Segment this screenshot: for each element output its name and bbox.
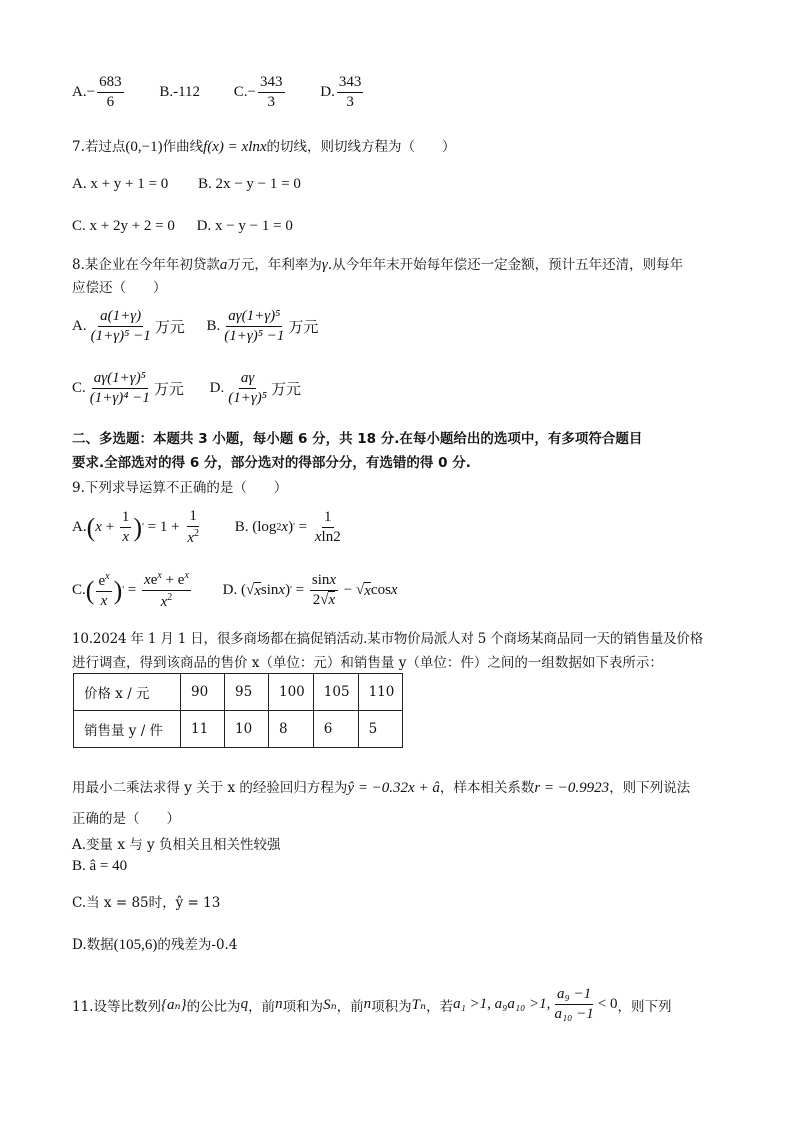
q10-stem-line3: 用最小二乘法求得 y 关于 x 的经验回归方程为ŷ = −0.32x + â，样本相关系数r = −0.9923，则下列说法 xyxy=(72,780,691,796)
q8-option-c[interactable]: C. $\frac{\text{aγ(1+γ)⁵}}{\text{(1+γ)⁴ −1}}$ 万元 xyxy=(72,370,184,407)
table-cell: 90 xyxy=(181,674,225,711)
q10-option-d[interactable]: D.数据(105,6)的残差为-0.4 xyxy=(72,937,238,953)
q6-options xyxy=(72,74,365,112)
table-row-price xyxy=(74,674,403,711)
table-cell: 10 xyxy=(225,711,269,748)
q10-option-a[interactable]: A.变量 x 与 y 负相关且相关性较强 xyxy=(72,837,281,853)
q10-stem-line1: 10.2024 年 1 月 1 日，很多商场都在搞促销活动.某市物价局派人对 5 个商场某商品同一天的销售量及价格 xyxy=(72,631,704,647)
q8-stem-line2: 应偿还（ ） xyxy=(72,280,167,296)
table-cell: 95 xyxy=(225,674,269,711)
table-cell: 6 xyxy=(313,711,358,748)
q8-options-row2 xyxy=(72,370,301,408)
table-cell: 100 xyxy=(269,674,314,711)
q6-c-fraction: $\frac{343}{3}$ xyxy=(260,74,283,111)
section2-heading-line1: 二、多选题：本题共 3 小题，每小题 6 分，共 18 分.在每小题给出的选项中，有多项符合题目 xyxy=(72,431,643,447)
q8-a-fraction: $\frac{a(1+\gamma)}{\text{(1+γ)⁵ −1}}$ xyxy=(90,308,151,345)
table-header-price: 价格 x / 元 xyxy=(74,674,181,711)
q8-option-a[interactable]: A. $\frac{a(1+\gamma)}{\text{(1+γ)⁵ −1}}$ 万元 xyxy=(72,308,185,345)
q9-option-b[interactable]: B. (log 2 x ) ' = $\frac{1}{xln2}$ xyxy=(234,509,341,546)
q8-b-fraction: $\frac{\text{aγ(1+γ)⁵}}{\text{(1+γ)⁵ −1}}$ xyxy=(224,308,285,345)
q9-option-d[interactable]: D. (√ x sin x ) ' = $\frac{\sin x}{2√x}$ − √ x cos x xyxy=(222,572,398,609)
q6-option-d[interactable]: D. $\frac{343}{3}$ xyxy=(320,74,362,111)
q7-option-b[interactable]: B. 2x − y − 1 = 0 xyxy=(197,176,301,192)
q6-option-b[interactable]: B.-112 xyxy=(159,84,201,101)
table-cell: 11 xyxy=(181,711,225,748)
q10-stem-line2: 进行调查，得到该商品的售价 x（单位：元）和销售量 y（单位：件）之间的一组数据如下表所示： xyxy=(72,655,663,671)
q9-stem: 9.下列求导运算不正确的是（ ） xyxy=(72,480,288,496)
q11-stem: 11.设等比数列 {aₙ} 的公比为 q ，前 n 项和为 Sₙ ，前 n 项积为 Tₙ ，若 a₁ >1, a₉a₁₀ >1, $\frac{\text{a₉ −1}}{\text{a₁₀ −1}}$ < 0 ，则下列 xyxy=(72,986,672,1023)
q6-a-fraction: $\frac{683}{6}$ xyxy=(99,74,122,111)
q8-options-row1 xyxy=(72,308,318,346)
q7-option-c[interactable]: C. x + 2y + 2 = 0 xyxy=(72,218,175,234)
q8-option-d[interactable]: D. $\frac{a\gamma}{\text{(1+γ)⁵}}$ 万元 xyxy=(209,370,302,407)
q7-options-row2 xyxy=(72,218,293,235)
table-header-sales: 销售量 y / 件 xyxy=(74,711,181,748)
table-cell: 105 xyxy=(313,674,358,711)
q6-option-a[interactable]: A. − $\frac{683}{6}$ xyxy=(72,74,122,111)
q8-option-b[interactable]: B. $\frac{\text{aγ(1+γ)⁵}}{\text{(1+γ)⁵ −1}}$ 万元 xyxy=(206,308,319,345)
q7-stem: 7.若过点(0,−1)作曲线f(x) = xlnx的切线，则切线方程为（ ） xyxy=(72,139,456,155)
q11-fraction: $\frac{\text{a₉ −1}}{\text{a₁₀ −1}}$ xyxy=(554,986,594,1023)
q10-option-b[interactable]: B. â = 40 xyxy=(72,858,128,874)
section2-heading-line2: 要求.全部选对的得 6 分，部分选对的得部分分，有选错的得 0 分. xyxy=(72,455,471,471)
q6-d-fraction: $\frac{343}{3}$ xyxy=(338,74,362,111)
q9-options-row1 xyxy=(72,508,345,548)
q10-option-c[interactable]: C.当 x = 85时，ŷ = 13 xyxy=(72,895,221,911)
q10-data-table xyxy=(73,673,403,748)
q8-stem-line1: 8.某企业在今年年初贷款a万元，年利率为γ.从今年年末开始每年偿还一定金额，预计五年还清，则每年 xyxy=(72,257,684,273)
table-cell: 5 xyxy=(358,711,403,748)
q9-option-c[interactable]: C. ( $\frac{e^x}{x}$ ) ' = $\frac{xe^x + e^x}{x^2}$ xyxy=(72,570,189,611)
table-cell: 110 xyxy=(358,674,403,711)
q10-stem-line4: 正确的是（ ） xyxy=(72,811,180,827)
q9-options-row2 xyxy=(72,570,398,612)
q7-option-a[interactable]: A. x + y + 1 = 0 xyxy=(72,176,169,192)
q9-option-a[interactable]: A. ( x + $\frac{1}{x}$ ) ' = 1 + $\frac{1}{x^2}$ xyxy=(72,508,199,547)
table-cell: 8 xyxy=(269,711,314,748)
table-row-sales xyxy=(74,711,403,748)
q7-options-row1 xyxy=(72,176,301,193)
q6-option-c[interactable]: C. − $\frac{343}{3}$ xyxy=(233,74,283,111)
q7-option-d[interactable]: D. x − y − 1 = 0 xyxy=(196,218,293,234)
q8-d-fraction: $\frac{a\gamma}{\text{(1+γ)⁵}}$ xyxy=(228,370,267,407)
q8-c-fraction: $\frac{\text{aγ(1+γ)⁵}}{\text{(1+γ)⁴ −1}}$ xyxy=(89,370,150,407)
